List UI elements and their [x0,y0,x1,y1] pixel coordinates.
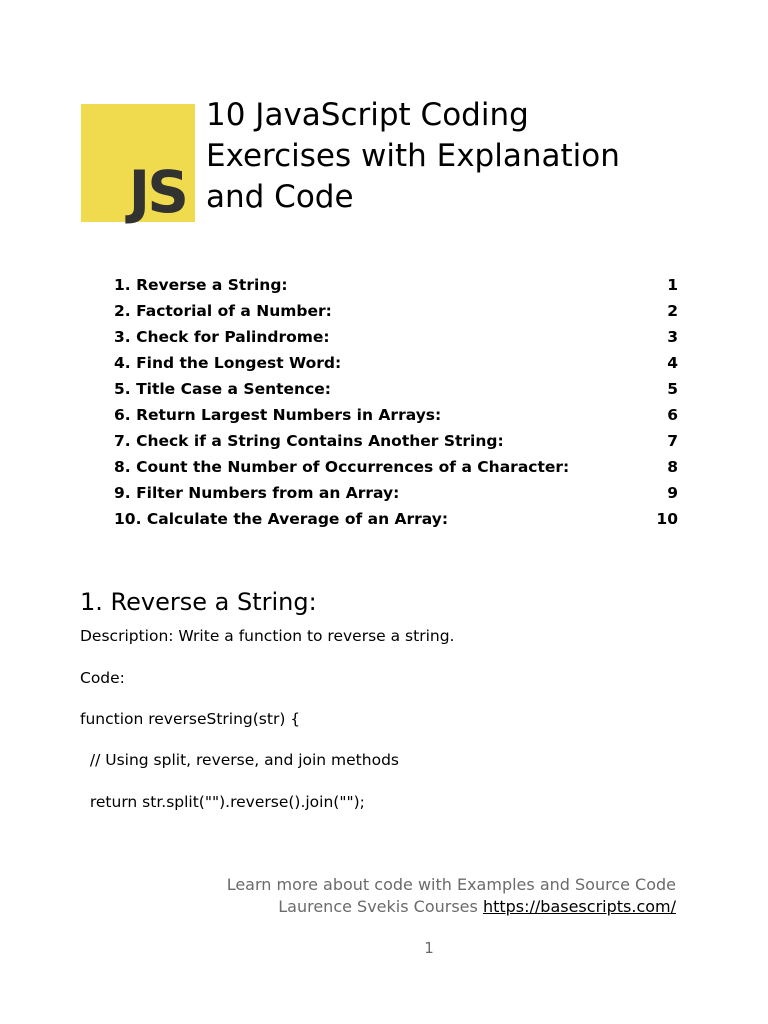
toc-item[interactable] [114,402,678,428]
toc-item-label: 3. Check for Palindrome: [114,328,330,346]
document-title: 10 JavaScript Coding Exercises with Explanation and Code [206,97,620,215]
javascript-logo [81,104,195,226]
footer-promo-text: Learn more about code with Examples and Source Code [226,875,676,894]
toc-item[interactable] [114,480,678,506]
toc-item[interactable] [114,506,678,532]
toc-item-page: 6 [667,406,678,424]
toc-item-page: 10 [656,510,678,528]
section-description: Description: Write a function to reverse a string. [80,627,455,645]
page-number: 1 [424,939,434,957]
toc-item-label: 9. Filter Numbers from an Array: [114,484,400,502]
table-of-contents [114,272,678,532]
toc-item[interactable] [114,376,678,402]
code-line: function reverseString(str) { [80,710,301,728]
toc-item-page: 2 [667,302,678,320]
section-heading: 1. Reverse a String: [80,588,317,616]
toc-item-page: 7 [667,432,678,450]
toc-item[interactable] [114,454,678,480]
code-line: return str.split("").reverse().join(""); [80,793,365,811]
toc-item[interactable] [114,428,678,454]
toc-item-page: 3 [667,328,678,346]
toc-item-label: 8. Count the Number of Occurrences of a Character: [114,458,570,476]
toc-item[interactable] [114,324,678,350]
footer-credit-line [227,896,676,918]
toc-item-label: 1. Reverse a String: [114,276,288,294]
toc-item-label: 6. Return Largest Numbers in Arrays: [114,406,442,424]
toc-item-page: 1 [667,276,678,294]
toc-item-label: 2. Factorial of a Number: [114,302,332,320]
toc-item-label: 7. Check if a String Contains Another String: [114,432,504,450]
code-line: // Using split, reverse, and join methods [80,751,399,769]
basescripts-link[interactable]: https://basescripts.com/ [482,897,676,916]
footer-credit-text: Laurence Svekis Courses [278,897,483,916]
toc-item-label: 5. Title Case a Sentence: [114,380,331,398]
toc-item[interactable] [114,298,678,324]
page-footer [227,874,676,918]
code-label: Code: [80,669,125,687]
toc-item-page: 9 [667,484,678,502]
toc-item[interactable] [114,272,678,298]
toc-item-label: 10. Calculate the Average of an Array: [114,510,449,528]
logo-text: JS [128,158,186,226]
toc-item[interactable] [114,350,678,376]
toc-item-page: 5 [667,380,678,398]
toc-item-page: 4 [667,354,678,372]
toc-item-label: 4. Find the Longest Word: [114,354,342,372]
toc-item-page: 8 [667,458,678,476]
